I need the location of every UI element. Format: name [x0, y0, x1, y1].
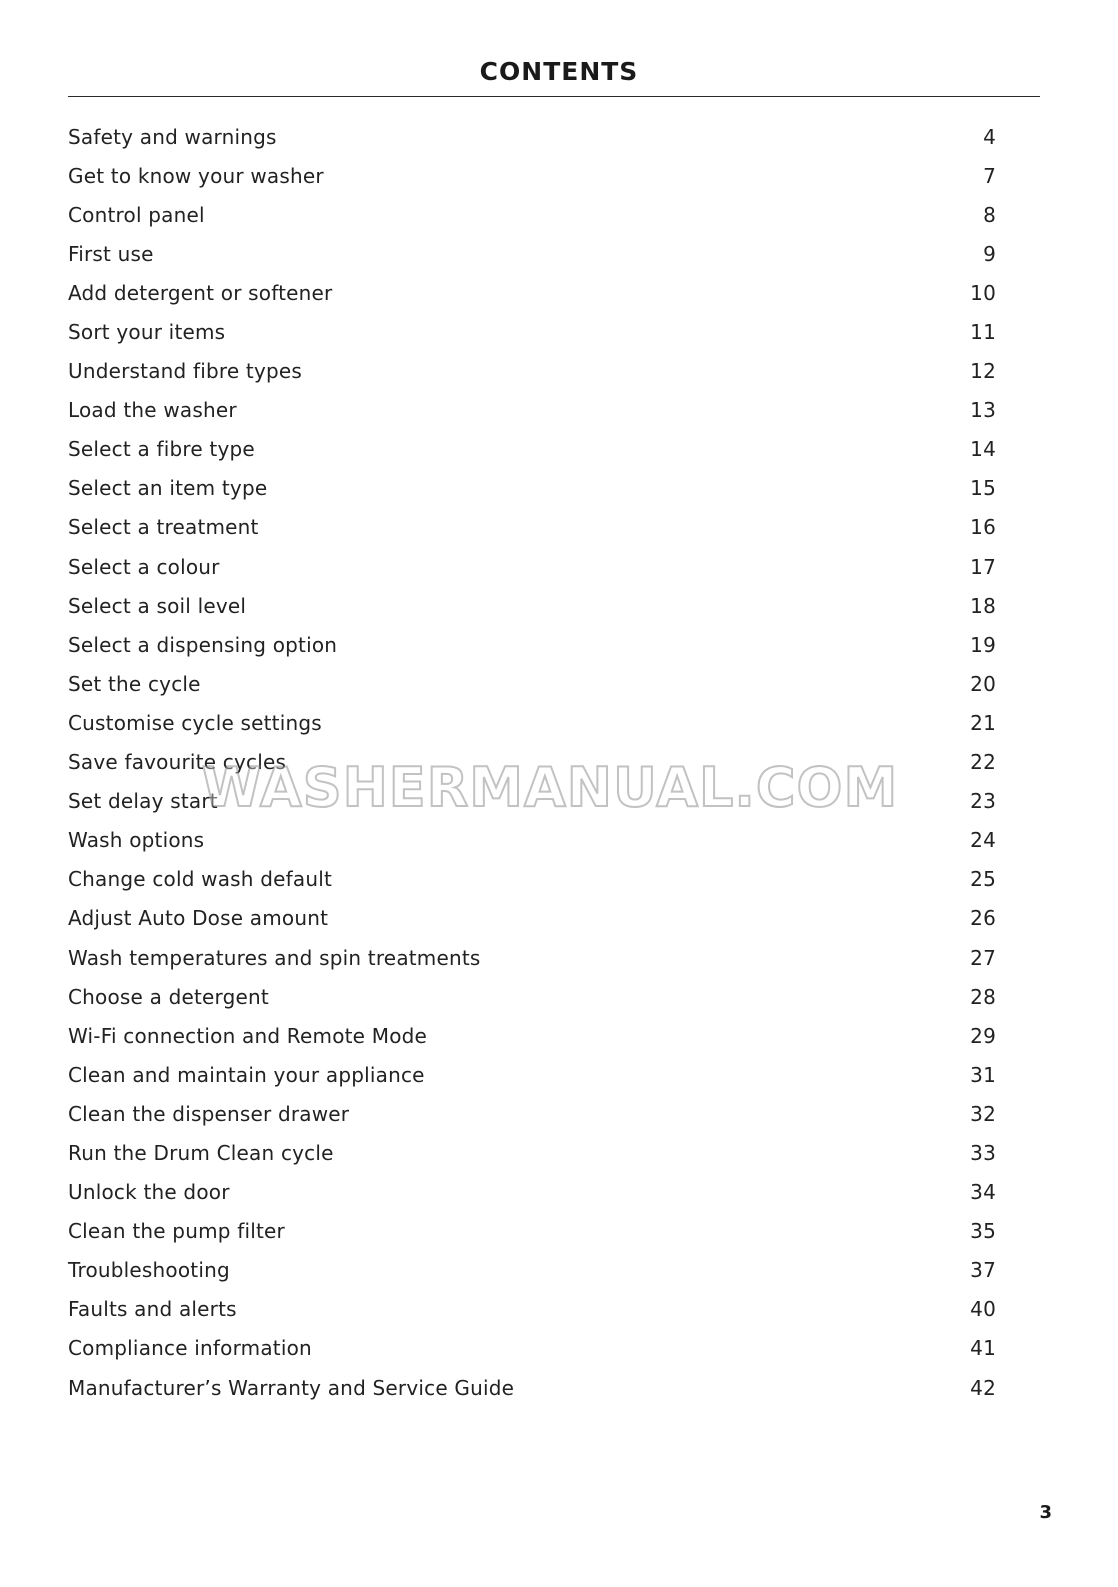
- toc-entry-label: Set the cycle: [68, 671, 201, 696]
- toc-entry-label: Select a soil level: [68, 593, 247, 618]
- toc-entry-page: 24: [970, 828, 996, 853]
- watermark: WASHERMANUAL.COM: [201, 756, 899, 819]
- toc-entry-page: 35: [970, 1219, 996, 1244]
- toc-entry-page: 28: [970, 984, 996, 1009]
- toc-entry-label: Select a colour: [68, 554, 220, 579]
- toc-entry-page: 17: [970, 554, 996, 579]
- toc-entry-page: 23: [970, 789, 996, 814]
- toc-entry-label: Troubleshooting: [68, 1258, 230, 1283]
- toc-entry-label: Clean the dispenser drawer: [68, 1101, 350, 1126]
- toc-entry-label: Safety and warnings: [68, 124, 277, 149]
- toc-entry[interactable]: [68, 703, 996, 742]
- toc-entry[interactable]: [68, 1133, 996, 1172]
- toc-entry-page: 40: [970, 1297, 996, 1322]
- toc-entry[interactable]: [68, 117, 996, 156]
- page-title: CONTENTS: [479, 57, 639, 86]
- toc-entry[interactable]: [68, 1055, 996, 1094]
- toc-entry-page: 32: [970, 1101, 996, 1126]
- toc-entry-label: Unlock the door: [68, 1180, 230, 1205]
- toc-entry-label: Choose a detergent: [68, 984, 269, 1009]
- toc-entry-page: 20: [970, 671, 996, 696]
- toc-entry[interactable]: [68, 1251, 996, 1290]
- toc-entry-label: Control panel: [68, 202, 205, 227]
- toc-entry[interactable]: [68, 1368, 996, 1407]
- table-of-contents: [68, 117, 996, 1407]
- toc-entry-page: 18: [970, 593, 996, 618]
- toc-entry[interactable]: [68, 1212, 996, 1251]
- toc-entry[interactable]: [68, 860, 996, 899]
- toc-entry[interactable]: [68, 1173, 996, 1212]
- toc-entry[interactable]: [68, 625, 996, 664]
- toc-entry-page: 42: [970, 1375, 996, 1400]
- toc-entry-label: Sort your items: [68, 320, 226, 345]
- toc-entry-label: Load the washer: [68, 398, 237, 423]
- toc-entry[interactable]: [68, 312, 996, 351]
- toc-entry-label: Get to know your washer: [68, 163, 324, 188]
- toc-entry-page: 11: [970, 320, 996, 345]
- toc-entry[interactable]: [68, 391, 996, 430]
- toc-entry-page: 31: [970, 1062, 996, 1087]
- page-number: 3: [1039, 1502, 1052, 1523]
- toc-entry[interactable]: [68, 586, 996, 625]
- toc-entry[interactable]: [68, 782, 996, 821]
- toc-entry-page: 25: [970, 867, 996, 892]
- toc-entry-label: Select a dispensing option: [68, 632, 338, 657]
- toc-entry[interactable]: [68, 469, 996, 508]
- toc-entry-label: Faults and alerts: [68, 1297, 237, 1322]
- toc-entry-page: 10: [970, 280, 996, 305]
- toc-entry-page: 8: [983, 202, 996, 227]
- toc-entry-label: Understand fibre types: [68, 359, 303, 384]
- toc-entry-page: 37: [970, 1258, 996, 1283]
- toc-entry[interactable]: [68, 977, 996, 1016]
- toc-entry[interactable]: [68, 234, 996, 273]
- toc-entry-label: Customise cycle settings: [68, 710, 322, 735]
- toc-entry-page: 7: [983, 163, 996, 188]
- toc-entry-page: 19: [970, 632, 996, 657]
- toc-entry-page: 4: [983, 124, 996, 149]
- toc-entry[interactable]: [68, 664, 996, 703]
- toc-entry-page: 12: [970, 359, 996, 384]
- toc-entry-page: 29: [970, 1023, 996, 1048]
- toc-entry[interactable]: [68, 1329, 996, 1368]
- toc-entry-label: Set delay start: [68, 789, 218, 814]
- toc-entry-page: 41: [970, 1336, 996, 1361]
- toc-entry-label: First use: [68, 241, 154, 266]
- toc-entry[interactable]: [68, 547, 996, 586]
- toc-entry-page: 14: [970, 437, 996, 462]
- toc-entry-label: Run the Drum Clean cycle: [68, 1140, 334, 1165]
- toc-entry-page: 13: [970, 398, 996, 423]
- toc-entry-page: 26: [970, 906, 996, 931]
- toc-entry-label: Select a fibre type: [68, 437, 255, 462]
- toc-entry-label: Select an item type: [68, 476, 268, 501]
- toc-entry[interactable]: [68, 743, 996, 782]
- toc-entry-label: Manufacturer’s Warranty and Service Guide: [68, 1375, 515, 1400]
- toc-entry-label: Select a treatment: [68, 515, 259, 540]
- toc-entry-label: Wi-Fi connection and Remote Mode: [68, 1023, 428, 1048]
- toc-entry-label: Clean and maintain your appliance: [68, 1062, 425, 1087]
- toc-entry-page: 33: [970, 1140, 996, 1165]
- toc-entry-page: 22: [970, 750, 996, 775]
- toc-entry-page: 16: [970, 515, 996, 540]
- toc-entry-label: Adjust Auto Dose amount: [68, 906, 329, 931]
- toc-entry[interactable]: [68, 352, 996, 391]
- title-divider: [68, 96, 1040, 97]
- toc-entry[interactable]: [68, 821, 996, 860]
- toc-entry-label: Change cold wash default: [68, 867, 333, 892]
- toc-entry-label: Wash temperatures and spin treatments: [68, 945, 481, 970]
- toc-entry[interactable]: [68, 1094, 996, 1133]
- toc-entry-page: 15: [970, 476, 996, 501]
- toc-entry-page: 34: [970, 1180, 996, 1205]
- toc-entry-label: Add detergent or softener: [68, 280, 333, 305]
- toc-entry[interactable]: [68, 430, 996, 469]
- toc-entry-page: 9: [983, 241, 996, 266]
- toc-entry-label: Compliance information: [68, 1336, 312, 1361]
- toc-entry[interactable]: [68, 1016, 996, 1055]
- toc-entry-page: 21: [970, 710, 996, 735]
- toc-entry-label: Save favourite cycles: [68, 750, 287, 775]
- toc-entry[interactable]: [68, 1290, 996, 1329]
- toc-entry-label: Clean the pump filter: [68, 1219, 285, 1244]
- toc-entry-label: Wash options: [68, 828, 205, 853]
- toc-entry[interactable]: [68, 273, 996, 312]
- toc-entry[interactable]: [68, 156, 996, 195]
- toc-entry[interactable]: [68, 899, 996, 938]
- toc-entry[interactable]: [68, 508, 996, 547]
- toc-entry-page: 27: [970, 945, 996, 970]
- toc-entry[interactable]: [68, 938, 996, 977]
- toc-entry[interactable]: [68, 195, 996, 234]
